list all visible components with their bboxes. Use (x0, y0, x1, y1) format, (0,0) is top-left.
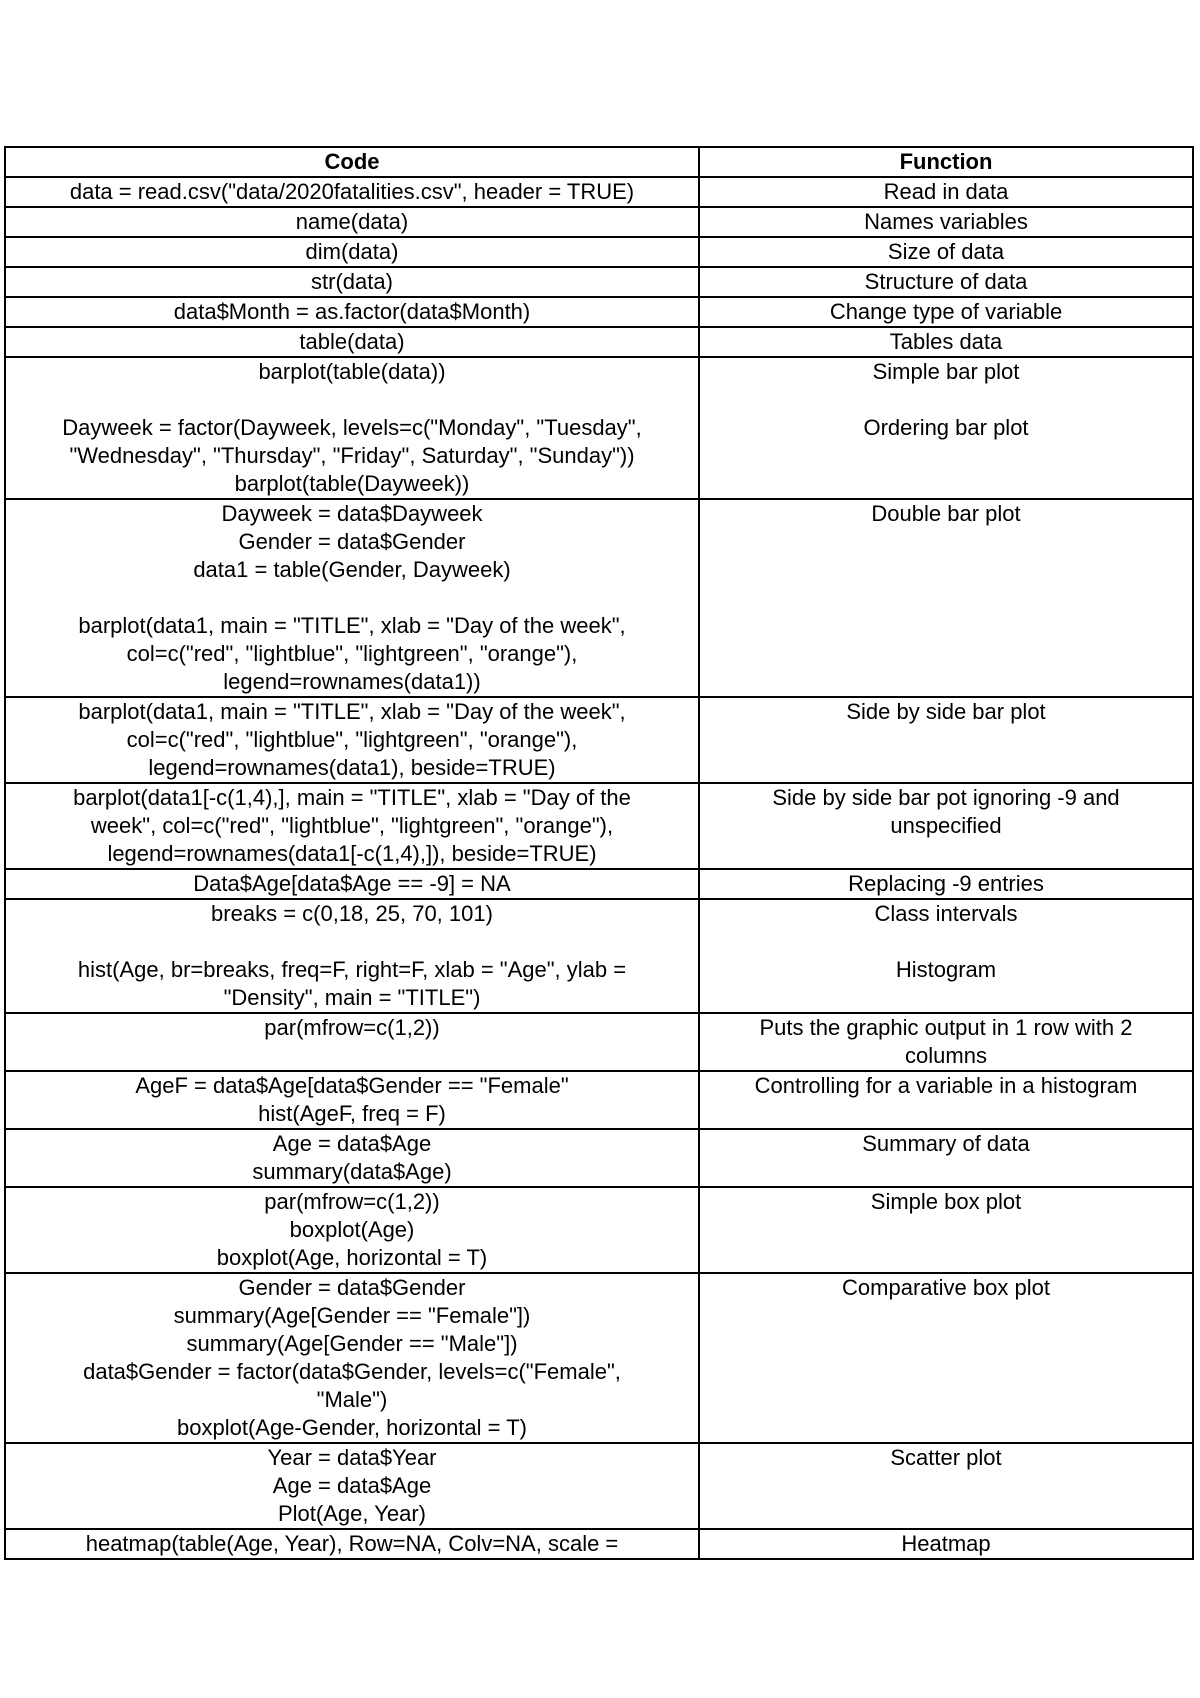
code-cell: Data$Age[data$Age == -9] = NA (5, 869, 699, 899)
code-cell: barplot(table(data)) Dayweek = factor(Dayweek, levels=c("Monday", "Tuesday", "Wednesday", "Thursday", "Friday", Saturday", "Sunday")) barplot(table(Dayweek)) (5, 357, 699, 499)
table-row (5, 869, 1193, 899)
function-cell: Structure of data (699, 267, 1193, 297)
table-row (5, 1187, 1193, 1273)
table-row (5, 899, 1193, 1013)
function-cell: Size of data (699, 237, 1193, 267)
table-row (5, 297, 1193, 327)
table-row (5, 1273, 1193, 1443)
code-cell: par(mfrow=c(1,2)) boxplot(Age) boxplot(Age, horizontal = T) (5, 1187, 699, 1273)
code-cell: str(data) (5, 267, 699, 297)
table-row (5, 357, 1193, 499)
code-cell: par(mfrow=c(1,2)) (5, 1013, 699, 1071)
code-cell: barplot(data1, main = "TITLE", xlab = "Day of the week", col=c("red", "lightblue", "lightgreen", "orange"), legend=rownames(data1), beside=TRUE) (5, 697, 699, 783)
function-cell: Change type of variable (699, 297, 1193, 327)
table-row (5, 499, 1193, 697)
code-cell: breaks = c(0,18, 25, 70, 101) hist(Age, br=breaks, freq=F, right=F, xlab = "Age", ylab = "Density", main = "TITLE") (5, 899, 699, 1013)
spreadsheet-table (4, 146, 1192, 1560)
function-cell: Simple bar plot Ordering bar plot (699, 357, 1193, 499)
code-cell: AgeF = data$Age[data$Gender == "Female" hist(AgeF, freq = F) (5, 1071, 699, 1129)
code-cell: Dayweek = data$Dayweek Gender = data$Gender data1 = table(Gender, Dayweek) barplot(data1, main = "TITLE", xlab = "Day of the week", col=c("red", "lightblue", "lightgreen", "orange"), legend=rownames(data1)) (5, 499, 699, 697)
header-row (5, 147, 1193, 177)
code-cell: data = read.csv("data/2020fatalities.csv", header = TRUE) (5, 177, 699, 207)
function-cell: Heatmap (699, 1529, 1193, 1559)
table-row (5, 1443, 1193, 1529)
code-cell: dim(data) (5, 237, 699, 267)
table-row (5, 1529, 1193, 1559)
function-cell: Controlling for a variable in a histogram (699, 1071, 1193, 1129)
table-row (5, 267, 1193, 297)
function-cell: Puts the graphic output in 1 row with 2 columns (699, 1013, 1193, 1071)
function-cell: Side by side bar plot (699, 697, 1193, 783)
code-cell: heatmap(table(Age, Year), Row=NA, Colv=NA, scale = (5, 1529, 699, 1559)
function-cell: Replacing -9 entries (699, 869, 1193, 899)
function-cell: Side by side bar pot ignoring -9 and unspecified (699, 783, 1193, 869)
table-row (5, 207, 1193, 237)
table-row (5, 177, 1193, 207)
table-row (5, 237, 1193, 267)
function-cell: Tables data (699, 327, 1193, 357)
code-cell: Age = data$Age summary(data$Age) (5, 1129, 699, 1187)
code-function-table (4, 146, 1194, 1560)
function-cell: Scatter plot (699, 1443, 1193, 1529)
table-row (5, 697, 1193, 783)
table-row (5, 1129, 1193, 1187)
code-cell: barplot(data1[-c(1,4),], main = "TITLE", xlab = "Day of the week", col=c("red", "lightblue", "lightgreen", "orange"), legend=rownames(data1[-c(1,4),]), beside=TRUE) (5, 783, 699, 869)
table-row (5, 1071, 1193, 1129)
function-cell: Class intervals Histogram (699, 899, 1193, 1013)
function-cell: Comparative box plot (699, 1273, 1193, 1443)
code-cell: Year = data$Year Age = data$Age Plot(Age, Year) (5, 1443, 699, 1529)
code-cell: table(data) (5, 327, 699, 357)
code-cell: Gender = data$Gender summary(Age[Gender == "Female"]) summary(Age[Gender == "Male"]) data$Gender = factor(data$Gender, levels=c("Female", "Male") boxplot(Age-Gender, horizontal = T) (5, 1273, 699, 1443)
function-cell: Names variables (699, 207, 1193, 237)
function-cell: Summary of data (699, 1129, 1193, 1187)
code-cell: data$Month = as.factor(data$Month) (5, 297, 699, 327)
function-cell: Simple box plot (699, 1187, 1193, 1273)
table-row (5, 1013, 1193, 1071)
function-cell: Double bar plot (699, 499, 1193, 697)
function-cell: Read in data (699, 177, 1193, 207)
table-row (5, 783, 1193, 869)
table-row (5, 327, 1193, 357)
code-cell: name(data) (5, 207, 699, 237)
header-code: Code (5, 147, 699, 177)
header-function: Function (699, 147, 1193, 177)
